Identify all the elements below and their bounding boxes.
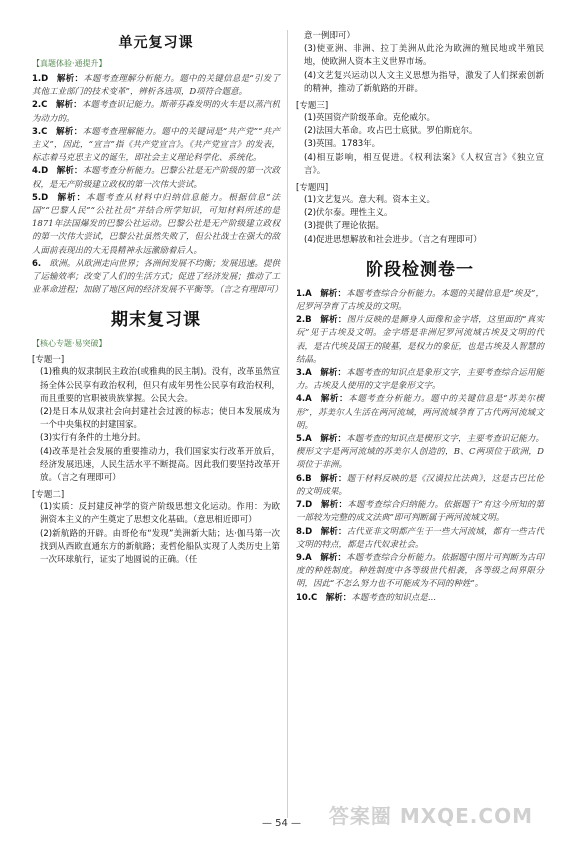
answer-number: 3.A (296, 368, 312, 379)
answer-text: 本题考查的知识点是... (351, 592, 436, 603)
topic4-label: [专题四] (296, 183, 329, 194)
answer-item (32, 192, 280, 258)
answer-label: 解析： (320, 526, 347, 537)
topic1-label: [专题一] (32, 355, 65, 366)
answer-text: 本题考查识记能力。斯蒂芬森发明的火车是以蒸汽机为动力的。 (32, 100, 280, 124)
answer-number: 2.C (32, 100, 48, 111)
answer-item (32, 73, 280, 99)
answer-number: 7.D (296, 500, 313, 511)
answer-label: 解析： (55, 100, 82, 111)
answer-item (296, 526, 544, 552)
answer-item (296, 499, 544, 525)
answer-item (32, 258, 283, 298)
answer-text: 题干材料反映的是《汉谟拉比法典》，这是古巴比伦的文明成果。 (296, 473, 544, 497)
topic-line: (1)实质：反封建反神学的资产阶级思想文化运动。作用：为欧洲资本主义的产生奠定了思想文化基础。（意思相近即可） (40, 502, 280, 526)
exam-items-list (296, 288, 544, 605)
column-divider (287, 30, 288, 818)
answer-label: 解析： (325, 592, 352, 603)
answer-text: 本题考查综合分析能力。依据题中图片可判断为古印度的种姓制度。种姓制度中各等级世代相袭，各等级之间界限分明，因此“不怎么努力也不可能成为不同的种姓”。 (296, 552, 544, 590)
answer-label: 解析： (56, 192, 87, 203)
answer-text: 本题考查从材料中归纳信息能力。根据信息“法国”“巴黎人民”“公社社员”并结合所学知识，可知材料所述的是1871年法国爆发的巴黎公社运动。巴黎公社是无产阶级建立政权的第一次伟大尝试，巴黎公社虽然失败了，但公社战士在强大的敌人面前表现出的大无畏精神永远激励着后人。 (32, 192, 280, 256)
watermark: 答案圈 MXQE.COM (328, 804, 533, 828)
answer-label: 解析： (320, 500, 348, 511)
page-number: — 54 — (261, 818, 302, 829)
topic-line: (1)英国资产阶级革命。克伦威尔。 (304, 113, 436, 124)
answer-number: 3.C (32, 126, 48, 137)
answer-text: 图片反映的是狮身人面像和金字塔，这里面的“真实玩”见于古埃及文明。金字塔是非洲尼罗河流域古埃及文明的代表，是古代埃及国王的陵墓，是权力的象征，也是古埃及人智慧的结晶。 (296, 315, 544, 365)
topic-line: (1)文艺复兴。意大利。资本主义。 (304, 195, 436, 206)
topic-line: (4)促进思想解放和社会进步。（言之有理即可） (304, 234, 482, 245)
topic2-continued-list (296, 30, 544, 96)
answer-item (32, 99, 280, 125)
answer-number: 6. (32, 258, 42, 269)
answer-text: 本题考查理解分析能力。题中的关键信息是“引发了其他工业部门的技术变革”，辨析各选项，D项符合题意。 (32, 74, 280, 98)
answer-number: 4.A (296, 394, 312, 405)
final-review-title: 期末复习课 (111, 310, 201, 331)
answer-number: 1.D (32, 74, 49, 84)
answer-item (296, 473, 544, 499)
left-column (32, 30, 283, 567)
answer-item (296, 367, 544, 393)
topic-line: 意一例即可） (304, 31, 356, 41)
topic-line: (2)是日本从奴隶社会向封建社会过渡的标志；使日本发展成为一个中央集权的封建国家。 (40, 407, 280, 431)
topic-line: (3)英国。1783年。 (304, 139, 381, 150)
topic-line: (2)法国大革命。攻占巴士底狱。罗伯斯庇尔。 (304, 126, 478, 137)
topic-line: (2)伏尔泰。理性主义。 (304, 208, 393, 219)
topic-line: (3)实行有条件的土地分封。 (40, 433, 146, 444)
answer-label: 解析： (320, 473, 347, 484)
answer-text: 本题考查的知识点是象形文字，主要考查综合运用能力。古埃及人使用的文字是象形文字。 (296, 368, 544, 392)
answer-label: 解析： (320, 368, 347, 379)
answer-item (296, 433, 544, 473)
answer-item (296, 393, 544, 433)
exam-title: 阶段检测卷一 (366, 259, 474, 280)
topic-line: (3)提供了理论依据。 (304, 221, 385, 232)
right-column (296, 30, 544, 605)
topic-line: (2)新航路的开辟。由哥伦布“发现”美洲新大陆；达·伽马第一次找到从西欧直通东方的新航路；麦哲伦船队实现了人类历史上第一次环球航行，证实了地圆说的正确。（任 (40, 528, 280, 566)
answer-label: 解析： (320, 288, 347, 299)
topic-line: (1)雅典的奴隶制民主政治(或雅典的民主制)。没有，改革虽然宣扬全体公民享有政治权利，但只有成年男性公民享有政治权利，而且重要的官职被贵族掌握。公民大会。 (40, 367, 280, 404)
answer-text: 古代亚非文明都产生于一些大河流域，都有一些古代文明的特点，都是古代奴隶社会。 (296, 526, 544, 550)
answer-label: 解析： (56, 74, 84, 84)
answer-text: 本题考查综合归纳能力。依据题干“有这今所知的第一部较为完整的成文法典”即可判断属于两河流域文明。 (296, 500, 544, 524)
answer-number: 5.A (296, 434, 312, 445)
answer-number: 1.A (296, 288, 312, 299)
answer-item (32, 126, 280, 166)
answer-label: 解析： (55, 126, 83, 137)
topic-line: (4)相互影响，相互促进。《权利法案》《人权宣言》《独立宣言》。 (304, 152, 544, 176)
answer-item (296, 314, 544, 367)
answer-number: 6.B (296, 473, 312, 484)
answer-text: 本题考查的知识点是楔形文字，主要考查识记能力。楔形文字是两河流域的苏美尔人创造的，B、C两项位于欧洲，D项位于非洲。 (296, 434, 544, 471)
unit-review-title: 单元复习课 (118, 35, 194, 51)
answer-item (296, 288, 544, 314)
answer-item (296, 552, 544, 592)
answer-number: 5.D (32, 192, 49, 203)
answer-label: 解析： (56, 166, 83, 177)
answer-label: 解析： (320, 394, 349, 405)
answer-text: 本题考查分析能力。题中的关键信息是“苏美尔楔形”，苏美尔人生活在两河流域，两河流域孕育了古代两河流域文明。 (296, 394, 544, 431)
answer-number: 8.D (296, 526, 313, 537)
topic3-label: [专题三] (296, 101, 329, 112)
answer-label: 解析： (320, 434, 347, 445)
topic4-list (296, 194, 544, 247)
answer-text: 本题考查综合分析能力。本题的关键信息是“埃及”，尼罗河孕育了古埃及的文明。 (296, 288, 544, 313)
topic2-label: [专题二] (32, 490, 65, 501)
answer-text: 本题考查理解能力。题中的关键词是“共产党”“共产主义”，因此，“宣言”指《共产党宣言》。《共产党宣言》的发表，标志着马克思主义的诞生，即社会主义理论科学化、系统化。 (32, 126, 280, 164)
unit-items-list (32, 73, 283, 297)
unit-review-tag: 【真题体验·通提升】 (32, 59, 107, 68)
answer-number: 10.C (296, 592, 318, 603)
answer-number: 2.B (296, 315, 312, 326)
topic3-list (296, 112, 544, 178)
answer-item (32, 165, 280, 191)
topic-line: (3)使亚洲、非洲、拉丁美洲从此沦为欧洲的殖民地或半殖民地，使欧洲人资本主义世界市场。 (304, 44, 544, 68)
topic-line: (4)改革是社会发展的重要推动力，我们国家实行改革开放后，经济发展迅速，人民生活水平不断提高。因此我们要坚持改革开放。（言之有理即可） (40, 446, 280, 484)
final-review-tag: 【核心专题·易突破】 (32, 339, 107, 349)
topic2-list (32, 501, 280, 567)
topic1-list (32, 366, 280, 485)
answer-label: 解析： (320, 315, 347, 326)
answer-label: 解析： (320, 552, 347, 563)
answer-number: 9.A (296, 552, 312, 563)
topic-line: (4)文艺复兴运动以人文主义思想为指导，激发了人们探索创新的精神，推动了新航路的开辟。 (304, 70, 544, 94)
answer-text: 欧洲。从欧洲走向世界；各洲间发展不均衡；发展迅速。提供了运输效率；改变了人们的生活方式；促进了经济发展；推动了工业革命进程；加剧了地区间的经济发展不平衡等。（言之有理即可） (32, 258, 283, 296)
answer-number: 4.D (32, 166, 49, 177)
answer-item (296, 592, 544, 605)
answer-text: 本题考查分析能力。巴黎公社是无产阶级的第一次政权，是无产阶级建立政权的第一次伟大尝试。 (32, 166, 280, 190)
